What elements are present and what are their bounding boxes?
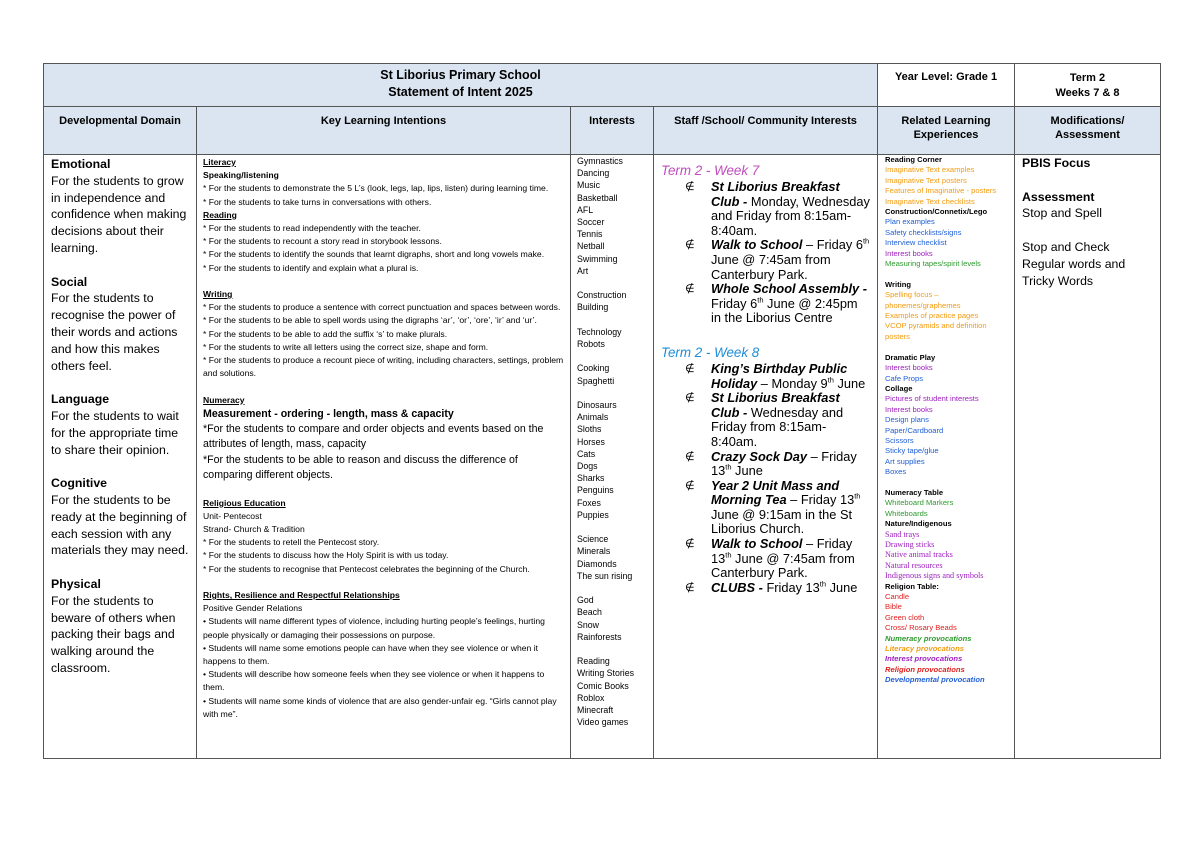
- interest-item: Rainforests: [577, 631, 622, 642]
- rle-item: Plan examples: [885, 217, 935, 227]
- rle-item: Bible: [885, 602, 902, 612]
- rle-item: Interview checklist: [885, 238, 947, 248]
- content-row: [44, 155, 1161, 759]
- kli-item: * For the students to be able to spell words using the digraphs ‘ar’, ‘or’, ‘ore’, ‘ir’ and ‘ur’.: [203, 315, 537, 326]
- interest-item: Cooking: [577, 363, 610, 374]
- kli-item: * For the students to recognise that Pentecost celebrates the beginning of the Church.: [203, 563, 530, 574]
- col-mod: Modifications/ Assessment: [1015, 107, 1161, 155]
- bullet-icon: ∉: [685, 239, 695, 252]
- rle-item: Whiteboard Markers: [885, 498, 954, 508]
- interest-item: The sun rising: [577, 570, 633, 581]
- mod-cell: [1015, 155, 1161, 759]
- kli-item: • Students will name some kinds of violence that are also gender-unfair eg. “Girls cannot play with me”.: [203, 695, 557, 719]
- provocation-item: Religion provocations: [885, 664, 965, 674]
- staff-cell: [654, 155, 878, 759]
- school-name: St Liborius Primary School: [380, 68, 541, 82]
- nature-heading: Nature/Indigenous: [885, 519, 952, 529]
- provocation-item: Interest provocations: [885, 654, 963, 664]
- interest-item: Music: [577, 180, 600, 191]
- rle-item: Interest books: [885, 404, 933, 414]
- event-item: ∉ St Liborius Breakfast Club - Wednesday and Friday from 8:15am-8:40am.: [685, 390, 844, 449]
- rle-item: Paper/Cardboard: [885, 425, 944, 435]
- interest-item: Cats: [577, 448, 596, 459]
- rle-item: Scissors: [885, 435, 914, 445]
- interest-item: Minerals: [577, 546, 611, 557]
- interest-item: Reading: [577, 656, 610, 667]
- interest-item: Comic Books: [577, 680, 629, 691]
- col-kli: Key Learning Intentions: [197, 107, 571, 155]
- kli-item: * For the students to identify the sounds that learnt digraphs, short and long vowels make.: [203, 249, 545, 260]
- provocation-item: Developmental provocation: [885, 675, 985, 685]
- interests-list: [577, 155, 649, 728]
- kli-item: • Students will name some emotions people can have when they see violence or when it happens to them.: [203, 642, 539, 666]
- rle-item: Imaginative Text checklists: [885, 196, 975, 206]
- statement-title: Statement of Intent 2025: [388, 85, 533, 99]
- kli-item: • Students will describe how someone feels when they see violence or when it happens to them.: [203, 669, 545, 693]
- bullet-icon: ∉: [685, 581, 695, 594]
- kli-item: *For the students to be able to reason and discuss the difference of comparing different objects.: [203, 453, 518, 482]
- rle-item: Cross/ Rosary Beads: [885, 623, 957, 633]
- rle-item: Candle: [885, 592, 910, 602]
- rle-item: Art supplies: [885, 456, 925, 466]
- collage-heading: Collage: [885, 383, 913, 393]
- emotional-text: For the students to grow in independence and confidence when making decisions about their learning.: [51, 173, 187, 255]
- rle-item: Measuring tapes/spirit levels: [885, 259, 981, 269]
- term: Term 2: [1069, 72, 1106, 84]
- event-item: ∉ King’s Birthday Public Holiday – Monday 9th June: [685, 360, 866, 391]
- cognitive-text: For the students to be ready at the beginning of each session with any materials they may need.: [51, 492, 189, 558]
- column-header-row: [44, 107, 1161, 155]
- rle-item: Features of Imaginative - posters: [885, 186, 997, 196]
- interest-item: Animals: [577, 412, 609, 423]
- kli-item: * For the students to recount a story read in storybook lessons.: [203, 236, 442, 247]
- physical-text: For the students to beware of others when packing their bags and walking around the classroom.: [51, 593, 176, 675]
- statement-of-intent-sheet: [43, 63, 1160, 759]
- rle-item: Sticky tape/glue: [885, 446, 939, 456]
- kli-item: *For the students to compare and order objects and events based on the attributes of length, mass, capacity: [203, 423, 544, 451]
- interest-item: Swimming: [577, 253, 618, 264]
- kli-item: * For the students to take turns in conversations with others.: [203, 196, 432, 207]
- interest-item: Art: [577, 265, 589, 276]
- bullet-icon: ∉: [685, 283, 695, 296]
- dev-domain-cell: [44, 155, 197, 759]
- language-text: For the students to wait for the appropriate time to share their opinion.: [51, 408, 179, 457]
- event-item: ∉ CLUBS - Friday 13th June: [685, 579, 858, 595]
- interest-item: Penguins: [577, 485, 614, 496]
- bullet-icon: ∉: [685, 450, 695, 463]
- rle-item: Safety checklists/signs: [885, 227, 962, 237]
- kli-item: * For the students to retell the Pentecost story.: [203, 537, 380, 548]
- interest-item: Sharks: [577, 473, 605, 484]
- interest-item: Sloths: [577, 424, 602, 435]
- interest-item: Beach: [577, 607, 602, 618]
- re-unit: Unit- Pentecost: [203, 510, 262, 521]
- event-item: ∉ Whole School Assembly - Friday 6th June @ 2:45pm in the Liborius Centre: [685, 281, 867, 326]
- bullet-icon: ∉: [685, 538, 695, 551]
- kli-item: * For the students to read independently with the teacher.: [203, 223, 421, 234]
- school-title-cell: [44, 64, 878, 107]
- dramatic-heading: Dramatic Play: [885, 352, 936, 362]
- language-heading: Language: [51, 392, 110, 407]
- rle-item: Drawing sticks: [885, 539, 935, 549]
- bullet-icon: ∉: [685, 362, 695, 375]
- kli-cell: [197, 155, 571, 759]
- rle-item: VCOP pyramids and definition: [885, 321, 987, 331]
- rle-item: Green cloth: [885, 612, 925, 622]
- numeracy-table-heading: Numeracy Table: [885, 487, 944, 497]
- assessment-heading: Assessment: [1022, 189, 1095, 204]
- social-heading: Social: [51, 274, 88, 289]
- title-row: [44, 64, 1161, 107]
- interest-item: Science: [577, 534, 609, 545]
- weeks: Weeks 7 & 8: [1055, 87, 1120, 99]
- interest-item: Roblox: [577, 692, 605, 703]
- kli-item: * For the students to be able to add the suffix ‘s’ to make plurals.: [203, 328, 448, 339]
- interest-item: Dogs: [577, 461, 598, 472]
- interests-cell: [571, 155, 654, 759]
- construction-heading: Construction/Connetix/Lego: [885, 207, 988, 217]
- rle-item: Spelling focus –: [885, 290, 939, 300]
- interest-item: Dancing: [577, 168, 610, 179]
- bullet-icon: ∉: [685, 479, 695, 492]
- col-rle: Related Learning Experiences: [878, 107, 1015, 155]
- interest-item: Tennis: [577, 229, 603, 240]
- event-item: ∉ St Liborius Breakfast Club - Monday, Wednesday and Friday from 8:15am-8:40am.: [685, 179, 870, 238]
- rle-item: Cafe Props: [885, 373, 924, 383]
- rle-item: Sand trays: [885, 529, 920, 539]
- week8-heading: Term 2 - Week 8: [661, 344, 760, 360]
- rle-item: phonemes/graphemes: [885, 300, 961, 310]
- interest-item: Construction: [577, 290, 627, 301]
- interest-item: God: [577, 595, 594, 606]
- rle-item: Pictures of student interests: [885, 394, 979, 404]
- event-item: ∉ Walk to School – Friday 6th June @ 7:45am from Canterbury Park.: [685, 237, 870, 282]
- provocation-item: Numeracy provocations: [885, 633, 972, 643]
- reading-corner-heading: Reading Corner: [885, 155, 942, 164]
- re-strand: Strand- Church & Tradition: [203, 523, 305, 534]
- interest-item: Netball: [577, 241, 605, 252]
- religion-heading: Religion Table:: [885, 581, 939, 591]
- interest-item: Technology: [577, 326, 622, 337]
- rrrr-heading: Rights, Resilience and Respectful Relationships: [203, 589, 400, 600]
- assessment-item: Stop and Spell: [1022, 206, 1103, 221]
- kli-item: * For the students to produce a recount piece of writing, including characters, settings, problem and solutions.: [203, 355, 564, 379]
- week7-heading: Term 2 - Week 7: [661, 163, 760, 178]
- pbis-heading: PBIS Focus: [1022, 156, 1091, 170]
- rle-item: Interest books: [885, 363, 933, 373]
- physical-heading: Physical: [51, 576, 101, 591]
- term-cell: [1015, 64, 1161, 107]
- rle-item: Examples of practice pages: [885, 311, 979, 321]
- literacy-heading: Literacy: [203, 157, 236, 167]
- interest-item: Horses: [577, 436, 605, 447]
- event-item: ∉ Crazy Sock Day – Friday 13th June: [685, 448, 857, 479]
- writing-heading: Writing: [885, 279, 912, 289]
- writing-heading: Writing: [203, 289, 233, 300]
- event-item: ∉ Year 2 Unit Mass and Morning Tea – Friday 13th June @ 9:15am in the St Liborius Church.: [685, 477, 861, 537]
- intent-table: [43, 63, 1161, 759]
- col-dev: Developmental Domain: [44, 107, 197, 155]
- interest-item: Dinosaurs: [577, 400, 617, 410]
- interest-item: Snow: [577, 619, 600, 630]
- rle-item: Imaginative Text examples: [885, 165, 975, 175]
- kli-item: * For the students to discuss how the Holy Spirit is with us today.: [203, 550, 449, 561]
- rle-item: Imaginative Text posters: [885, 175, 967, 185]
- emotional-heading: Emotional: [51, 157, 111, 171]
- cognitive-heading: Cognitive: [51, 476, 108, 491]
- col-interests: Interests: [571, 107, 654, 155]
- provocation-item: Literacy provocations: [885, 644, 964, 654]
- rle-item: Native animal tracks: [885, 550, 953, 560]
- interest-item: Writing Stories: [577, 668, 635, 679]
- kli-item: * For the students to identify and explain what a plural is.: [203, 262, 419, 273]
- kli-item: * For the students to demonstrate the 5 L’s (look, legs, lap, lips, listen) during learning time.: [203, 183, 549, 194]
- interest-item: Spaghetti: [577, 375, 615, 386]
- interest-item: AFL: [577, 204, 594, 215]
- re-heading: Religious Education: [203, 497, 286, 508]
- interest-item: Basketball: [577, 192, 618, 203]
- bullet-icon: ∉: [685, 181, 695, 193]
- rle-item: Interest books: [885, 248, 933, 258]
- rle-item: Whiteboards: [885, 508, 928, 518]
- interest-item: Gymnastics: [577, 156, 623, 166]
- rle-item: Boxes: [885, 467, 907, 477]
- interest-item: Soccer: [577, 217, 605, 228]
- reading-heading: Reading: [203, 209, 237, 220]
- kli-item: • Students will name different types of violence, including hurting people’s feelings, hurting people physically or damaging their possessions on purpose.: [203, 616, 545, 640]
- interest-item: Video games: [577, 717, 629, 728]
- interest-item: Diamonds: [577, 558, 617, 569]
- kli-item: * For the students to produce a sentence with correct punctuation and spaces between words.: [203, 302, 561, 313]
- rle-cell: [878, 155, 1015, 759]
- interest-item: Foxes: [577, 497, 601, 508]
- event-item: ∉ Walk to School – Friday 13th June @ 7:45am from Canterbury Park.: [685, 536, 855, 581]
- bullet-icon: ∉: [685, 392, 695, 405]
- speaking-heading: Speaking/listening: [203, 170, 279, 181]
- interest-item: Robots: [577, 339, 605, 350]
- interest-item: Building: [577, 302, 609, 313]
- rle-item: Design plans: [885, 415, 929, 425]
- social-text: For the students to recognise the power of their words and actions and how this makes others feel.: [51, 291, 178, 373]
- col-staff: Staff /School/ Community Interests: [654, 107, 878, 155]
- rle-item: Natural resources: [885, 560, 943, 570]
- numeracy-heading: Numeracy: [203, 394, 245, 405]
- assessment-item: Stop and Check Regular words and Tricky Words: [1022, 239, 1126, 288]
- pgr-heading: Positive Gender Relations: [203, 603, 303, 614]
- rle-item: Indigenous signs and symbols: [885, 571, 984, 581]
- interest-item: Minecraft: [577, 705, 614, 716]
- interest-item: Puppies: [577, 509, 609, 520]
- year-level: Year Level: Grade 1: [878, 64, 1015, 107]
- kli-item: * For the students to write all letters using the correct size, shape and form.: [203, 341, 489, 352]
- rle-item: posters: [885, 331, 910, 341]
- measurement-heading: Measurement - ordering - length, mass & capacity: [203, 407, 454, 420]
